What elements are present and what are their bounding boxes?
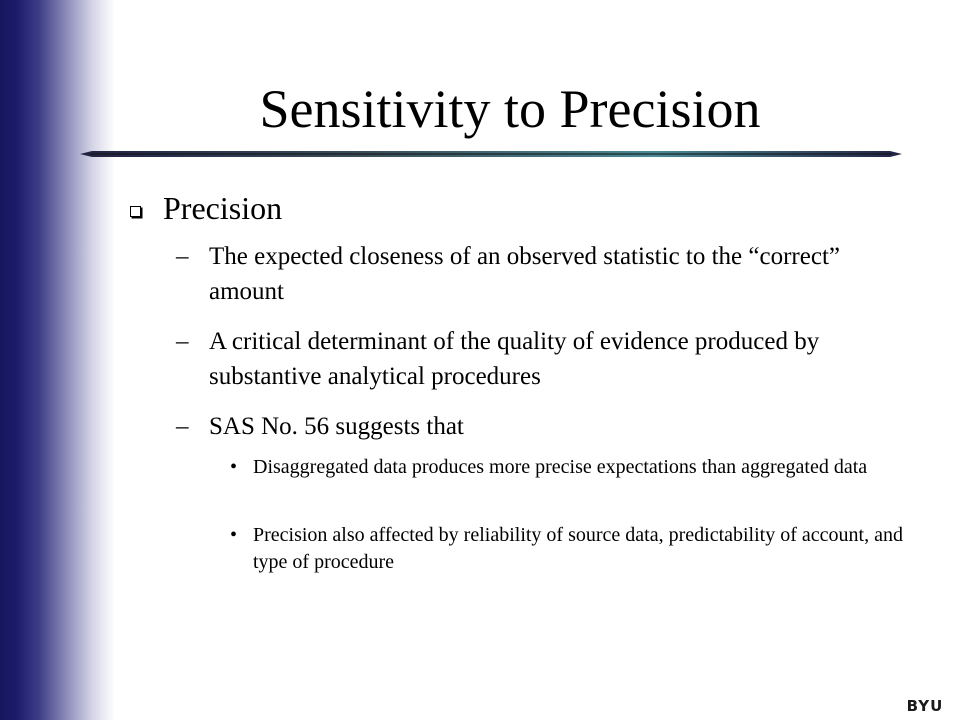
sub-bullet-expected-closeness	[176, 239, 896, 309]
checkbox-icon	[130, 206, 141, 217]
dash-marker: –	[176, 328, 189, 355]
left-gradient-bar	[0, 0, 115, 720]
sub-bullet-text: The expected closeness of an observed statistic to the “correct” amount	[209, 243, 840, 305]
bullet-text: Precision	[163, 190, 283, 226]
sub-sub-bullet-precision-affected	[230, 522, 910, 576]
title-underline	[80, 150, 902, 158]
dot-marker: •	[230, 456, 238, 478]
slide-title: Sensitivity to Precision	[259, 79, 761, 139]
sub-sub-bullet-disaggregated	[230, 454, 910, 481]
bullet-precision	[130, 190, 282, 226]
sub-sub-bullet-text: Disaggregated data produces more precise expectations than aggregated data	[253, 456, 868, 478]
dash-marker: –	[176, 413, 189, 440]
sub-bullet-critical-determinant	[176, 324, 896, 394]
byu-logo: BYU	[906, 697, 944, 715]
dash-marker: –	[176, 243, 189, 270]
sub-bullet-text: A critical determinant of the quality of evidence produced by substantive analytical procedures	[209, 328, 820, 390]
sub-bullet-text: SAS No. 56 suggests that	[209, 413, 464, 440]
sub-sub-bullet-text: Precision also affected by reliability of source data, predictability of account, and type of procedure	[253, 524, 903, 573]
sub-bullet-sas-56	[176, 409, 896, 444]
dot-marker: •	[230, 524, 238, 546]
